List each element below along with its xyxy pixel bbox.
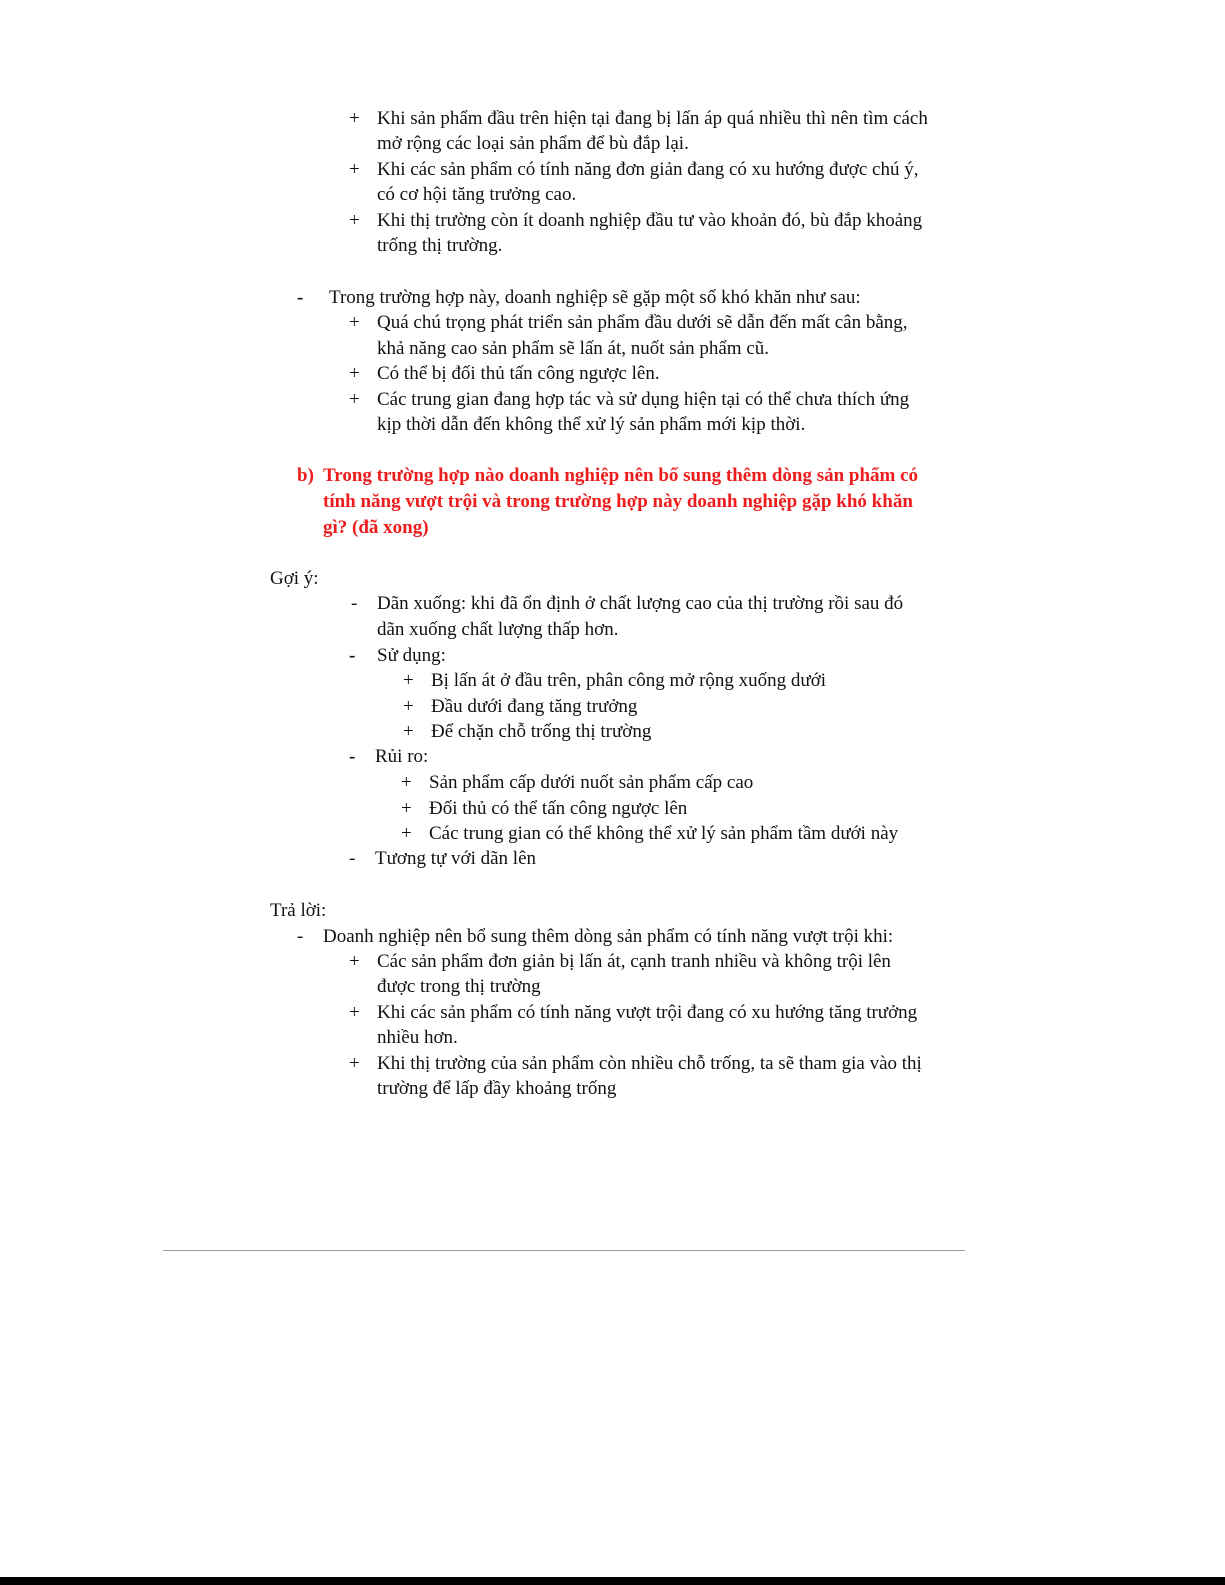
list-item-line: Khi sản phẩm đầu trên hiện tại đang bị lấn áp quá nhiều thì nên tìm cách: [377, 108, 928, 129]
list-item-line: Có thể bị đối thủ tấn công ngược lên.: [377, 363, 660, 384]
plus-bullet: +: [349, 363, 360, 384]
hint-usage-item: Bị lấn át ở đầu trên, phân công mở rộng xuống dưới: [431, 670, 827, 691]
difficulty-intro: Trong trường hợp này, doanh nghiệp sẽ gặp một số khó khăn như sau:: [329, 287, 861, 308]
hint-line: Dãn xuống: khi đã ổn định ở chất lượng cao của thị trường rồi sau đó: [377, 593, 904, 614]
dash-bullet: -: [349, 645, 356, 666]
plus-bullet: +: [349, 159, 360, 180]
question-line: tính năng vượt trội và trong trường hợp này doanh nghiệp gặp khó khăn: [323, 491, 913, 512]
plus-bullet: +: [349, 1053, 360, 1074]
question-label: b): [297, 465, 314, 486]
answer-heading: Trả lời:: [270, 900, 327, 921]
answer-item-line: Khi thị trường của sản phẩm còn nhiều chỗ trống, ta sẽ tham gia vào thị: [377, 1053, 922, 1074]
list-item-line: Các trung gian đang hợp tác và sử dụng hiện tại có thể chưa thích ứng: [377, 389, 910, 410]
dash-bullet: -: [351, 593, 358, 614]
dash-bullet: -: [349, 746, 356, 767]
hint-risk-item: Đối thủ có thể tấn công ngược lên: [429, 798, 688, 819]
hint-usage-item: Để chặn chỗ trống thị trường: [431, 721, 652, 742]
plus-bullet: +: [401, 798, 412, 819]
hint-similar: Tương tự với dãn lên: [375, 848, 536, 869]
dash-bullet: -: [349, 848, 356, 869]
answer-item-line: Khi các sản phẩm có tính năng vượt trội đang có xu hướng tăng trưởng: [377, 1002, 918, 1023]
list-item-line: khả năng cao sản phẩm sẽ lấn át, nuốt sản phẩm cũ.: [377, 338, 770, 359]
question-line: Trong trường hợp nào doanh nghiệp nên bổ sung thêm dòng sản phẩm có: [323, 465, 919, 486]
hint-line: dãn xuống chất lượng thấp hơn.: [377, 619, 619, 640]
hint-heading: Gợi ý:: [270, 568, 319, 589]
list-item-line: kịp thời dẫn đến không thể xử lý sản phẩm mới kịp thời.: [377, 414, 806, 435]
hint-risk-item: Sản phẩm cấp dưới nuốt sản phẩm cấp cao: [429, 772, 754, 793]
question-line: gì? (đã xong): [323, 517, 429, 538]
answer-item-line: được trong thị trường: [377, 976, 541, 997]
dash-bullet: -: [297, 926, 304, 947]
plus-bullet: +: [349, 1002, 360, 1023]
answer-item-line: Các sản phẩm đơn giản bị lấn át, cạnh tranh nhiều và không trội lên: [377, 951, 891, 972]
plus-bullet: +: [401, 772, 412, 793]
plus-bullet: +: [401, 823, 412, 844]
hint-usage-label: Sử dụng:: [377, 645, 446, 666]
answer-intro: Doanh nghiệp nên bổ sung thêm dòng sản phẩm có tính năng vượt trội khi:: [323, 926, 894, 947]
hint-risk-label: Rủi ro:: [375, 746, 429, 767]
list-item-line: có cơ hội tăng trưởng cao.: [377, 184, 577, 205]
plus-bullet: +: [349, 210, 360, 231]
list-item-line: mở rộng các loại sản phẩm để bù đắp lại.: [377, 133, 689, 154]
plus-bullet: +: [349, 389, 360, 410]
plus-bullet: +: [349, 108, 360, 129]
bottom-edge-bar: [0, 1577, 1225, 1585]
list-item-line: Quá chú trọng phát triển sản phẩm đầu dưới sẽ dẫn đến mất cân bằng,: [377, 312, 908, 333]
hint-usage-item: Đầu dưới đang tăng trưởng: [431, 696, 638, 717]
list-item-line: Khi thị trường còn ít doanh nghiệp đầu tư vào khoản đó, bù đắp khoảng: [377, 210, 923, 231]
plus-bullet: +: [403, 696, 414, 717]
list-item-line: Khi các sản phẩm có tính năng đơn giản đang có xu hướng được chú ý,: [377, 159, 919, 180]
plus-bullet: +: [403, 721, 414, 742]
hint-risk-item: Các trung gian có thể không thể xử lý sản phẩm tầm dưới này: [429, 823, 899, 844]
answer-item-line: nhiều hơn.: [377, 1027, 458, 1048]
dash-bullet: -: [297, 287, 304, 308]
plus-bullet: +: [349, 312, 360, 333]
list-item-line: trống thị trường.: [377, 235, 503, 256]
plus-bullet: +: [349, 951, 360, 972]
page-break-divider: [163, 1250, 965, 1251]
plus-bullet: +: [403, 670, 414, 691]
answer-item-line: trường để lấp đầy khoảng trống: [377, 1078, 617, 1099]
